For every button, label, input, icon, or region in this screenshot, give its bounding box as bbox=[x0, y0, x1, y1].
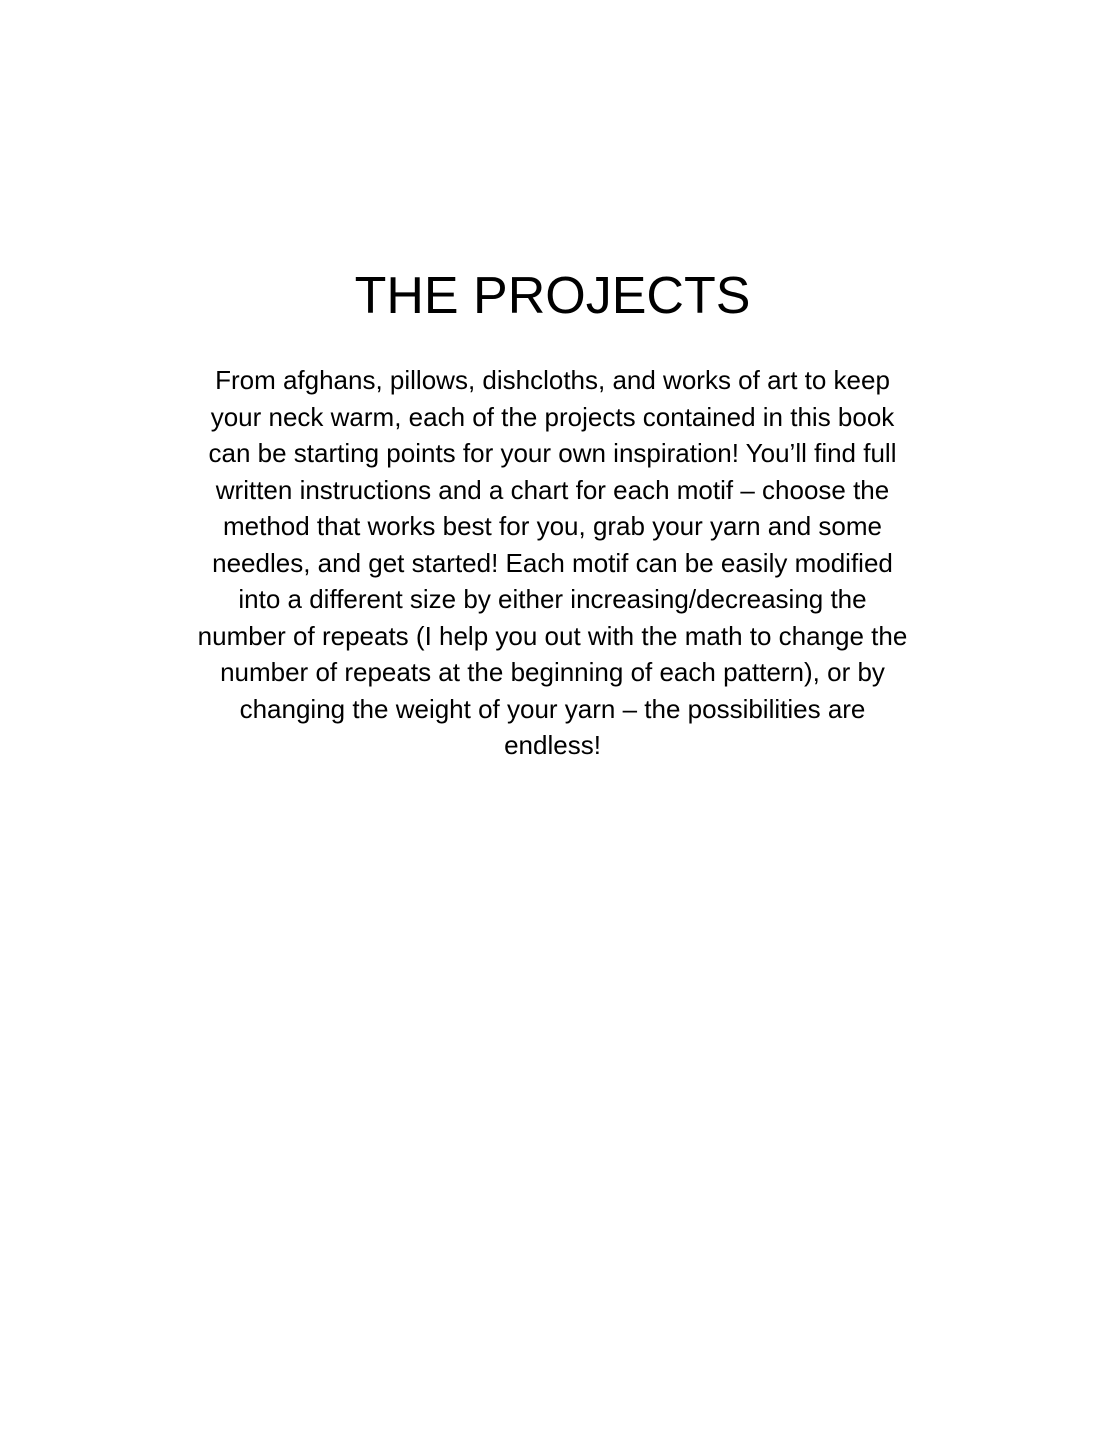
paragraph-line-9: number of repeats at the beginning of each pattern), or by bbox=[220, 657, 885, 687]
paragraph-line-5: method that works best for you, grab your yarn and some bbox=[222, 511, 882, 541]
paragraph-line-1: From afghans, pillows, dishcloths, and works of art to keep bbox=[215, 365, 890, 395]
paragraph-line-7: into a different size by either increasing/decreasing the bbox=[238, 584, 867, 614]
page-title: THE PROJECTS bbox=[354, 267, 751, 325]
intro-paragraph bbox=[140, 362, 965, 764]
paragraph-line-6: needles, and get started! Each motif can be easily modified bbox=[212, 547, 893, 578]
paragraph-line-2: your neck warm, each of the projects contained in this book bbox=[210, 401, 895, 432]
paragraph-line-4: written instructions and a chart for each motif – choose the bbox=[215, 474, 890, 505]
paragraph-line-10: changing the weight of your yarn – the possibilities are bbox=[239, 693, 866, 724]
paragraph-line-3: can be starting points for your own inspiration! You’ll find full bbox=[208, 438, 897, 468]
paragraph-line-11: endless! bbox=[504, 730, 601, 760]
paragraph-line-8: number of repeats (I help you out with the math to change the bbox=[197, 620, 908, 651]
